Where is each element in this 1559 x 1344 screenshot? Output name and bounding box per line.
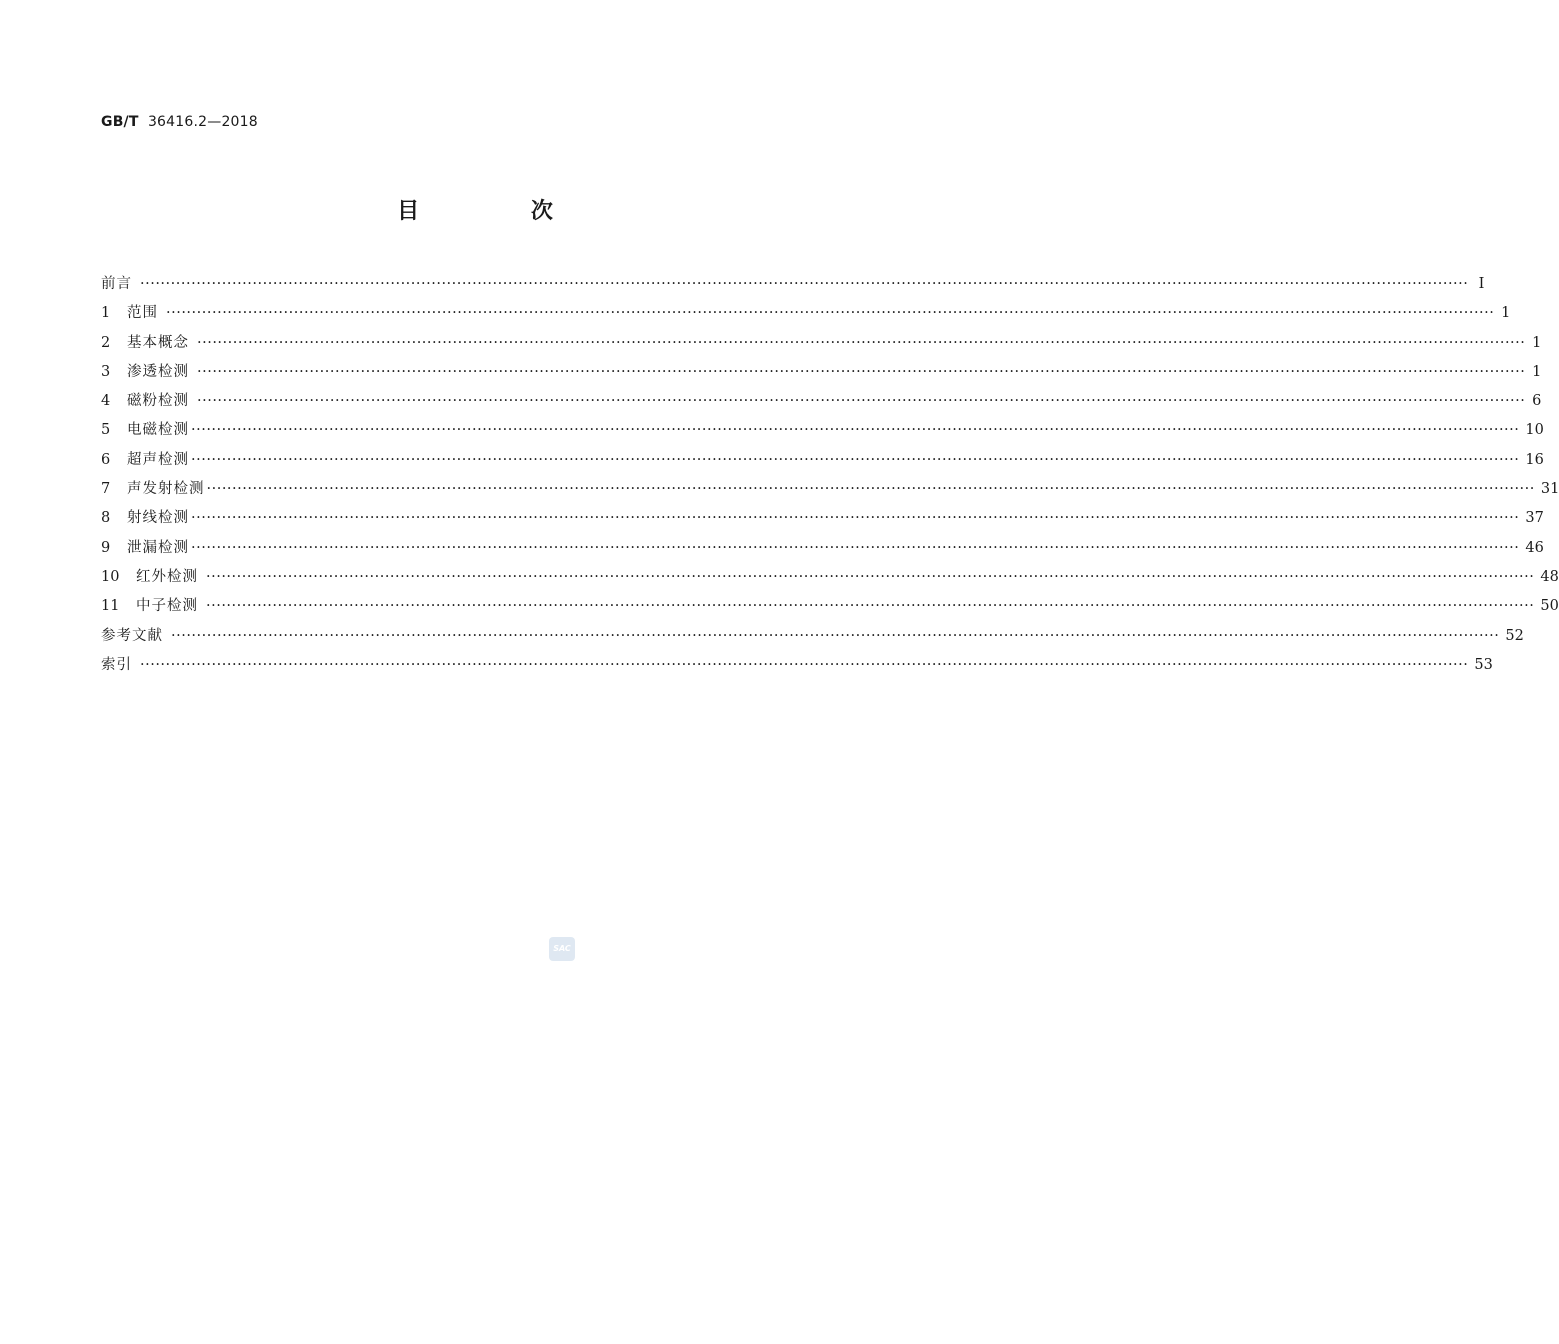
toc-leader-dots: ···································································································································································································································································· — [191, 451, 1520, 468]
toc-entry-label: 中子检测 — [136, 598, 198, 615]
toc-leader-dots: ···································································································································································································································································· — [206, 568, 1535, 585]
toc-entry[interactable] — [101, 479, 1559, 508]
toc-leader-dots: ···································································································································································································································································· — [197, 393, 1526, 410]
toc-entry-label: 参考文献 — [101, 627, 163, 644]
toc-entry-page: 48 — [1540, 568, 1559, 585]
toc-leader-dots: ···································································································································································································································································· — [191, 422, 1520, 439]
toc-entry[interactable] — [101, 567, 1559, 596]
toc-entry-number: 4 — [101, 393, 111, 410]
table-of-contents — [101, 274, 1559, 684]
toc-entry-label: 红外检测 — [136, 568, 198, 585]
toc-entry-page: 31 — [1540, 481, 1559, 498]
toc-entry[interactable] — [101, 303, 1511, 332]
toc-entry[interactable] — [101, 362, 1542, 391]
standard-code — [101, 114, 258, 130]
toc-entry-label: 磁粉检测 — [127, 393, 189, 410]
toc-entry-label: 泄漏检测 — [127, 539, 189, 556]
toc-entry-label: 渗透检测 — [127, 363, 189, 380]
toc-entry-number: 1 — [101, 305, 111, 322]
toc-leader-dots: ···································································································································································································································································· — [191, 510, 1520, 527]
toc-entry-label: 索引 — [101, 656, 132, 673]
standard-code-number: 36416.2—2018 — [147, 114, 258, 130]
toc-entry[interactable] — [101, 626, 1524, 655]
toc-leader-dots: ···································································································································································································································································· — [166, 305, 1495, 322]
toc-entry[interactable] — [101, 391, 1542, 420]
toc-entry-page: 46 — [1525, 539, 1544, 556]
standard-code-prefix: GB/T — [101, 114, 139, 130]
toc-entry[interactable] — [101, 655, 1493, 684]
toc-entry-label: 射线检测 — [127, 510, 189, 527]
toc-entry-page: 1 — [1532, 334, 1542, 351]
toc-entry-label: 超声检测 — [127, 451, 189, 468]
toc-entry-number: 11 — [101, 598, 120, 615]
toc-entry-label: 声发射检测 — [127, 481, 205, 498]
toc-entry-number: 9 — [101, 539, 111, 556]
toc-entry-page: 6 — [1532, 393, 1542, 410]
toc-entry-label: 电磁检测 — [127, 422, 189, 439]
toc-leader-dots: ···································································································································································································································································· — [140, 276, 1469, 292]
page-title: 目 次 — [397, 199, 605, 224]
toc-entry-number: 2 — [101, 334, 111, 351]
toc-entry-number: 8 — [101, 510, 111, 527]
toc-entry-page: 10 — [1525, 422, 1544, 439]
toc-entry-page: Ⅰ — [1478, 276, 1485, 292]
toc-leader-dots: ···································································································································································································································································· — [206, 598, 1535, 615]
toc-entry-number: 7 — [101, 481, 111, 498]
toc-entry-page: 16 — [1525, 451, 1544, 468]
toc-entry-page: 52 — [1505, 627, 1524, 644]
toc-entry-label: 前言 — [101, 276, 132, 292]
toc-entry-number: 5 — [101, 422, 111, 439]
watermark-text: SAC — [553, 944, 571, 953]
toc-entry[interactable] — [101, 450, 1544, 479]
toc-entry[interactable] — [101, 333, 1542, 362]
toc-entry[interactable] — [101, 420, 1544, 449]
toc-entry-page: 50 — [1540, 598, 1559, 615]
toc-leader-dots: ···································································································································································································································································· — [191, 539, 1520, 556]
toc-entry-label: 基本概念 — [127, 334, 189, 351]
sac-watermark-logo — [549, 937, 575, 961]
toc-entry-number: 3 — [101, 363, 111, 380]
toc-entry-page: 53 — [1474, 656, 1493, 673]
toc-leader-dots: ···································································································································································································································································· — [171, 627, 1500, 644]
toc-entry[interactable] — [101, 274, 1485, 303]
toc-entry-page: 1 — [1501, 305, 1511, 322]
toc-entry-number: 10 — [101, 568, 120, 585]
toc-entry[interactable] — [101, 508, 1544, 537]
toc-leader-dots: ···································································································································································································································································· — [140, 656, 1469, 673]
toc-entry-label: 范围 — [127, 305, 158, 322]
toc-leader-dots: ···································································································································································································································································· — [197, 363, 1526, 380]
toc-entry-number: 6 — [101, 451, 111, 468]
toc-entry-page: 1 — [1532, 363, 1542, 380]
toc-leader-dots: ···································································································································································································································································· — [206, 481, 1535, 498]
toc-entry-page: 37 — [1525, 510, 1544, 527]
toc-leader-dots: ···································································································································································································································································· — [197, 334, 1526, 351]
toc-entry[interactable] — [101, 538, 1544, 567]
toc-entry[interactable] — [101, 596, 1559, 625]
